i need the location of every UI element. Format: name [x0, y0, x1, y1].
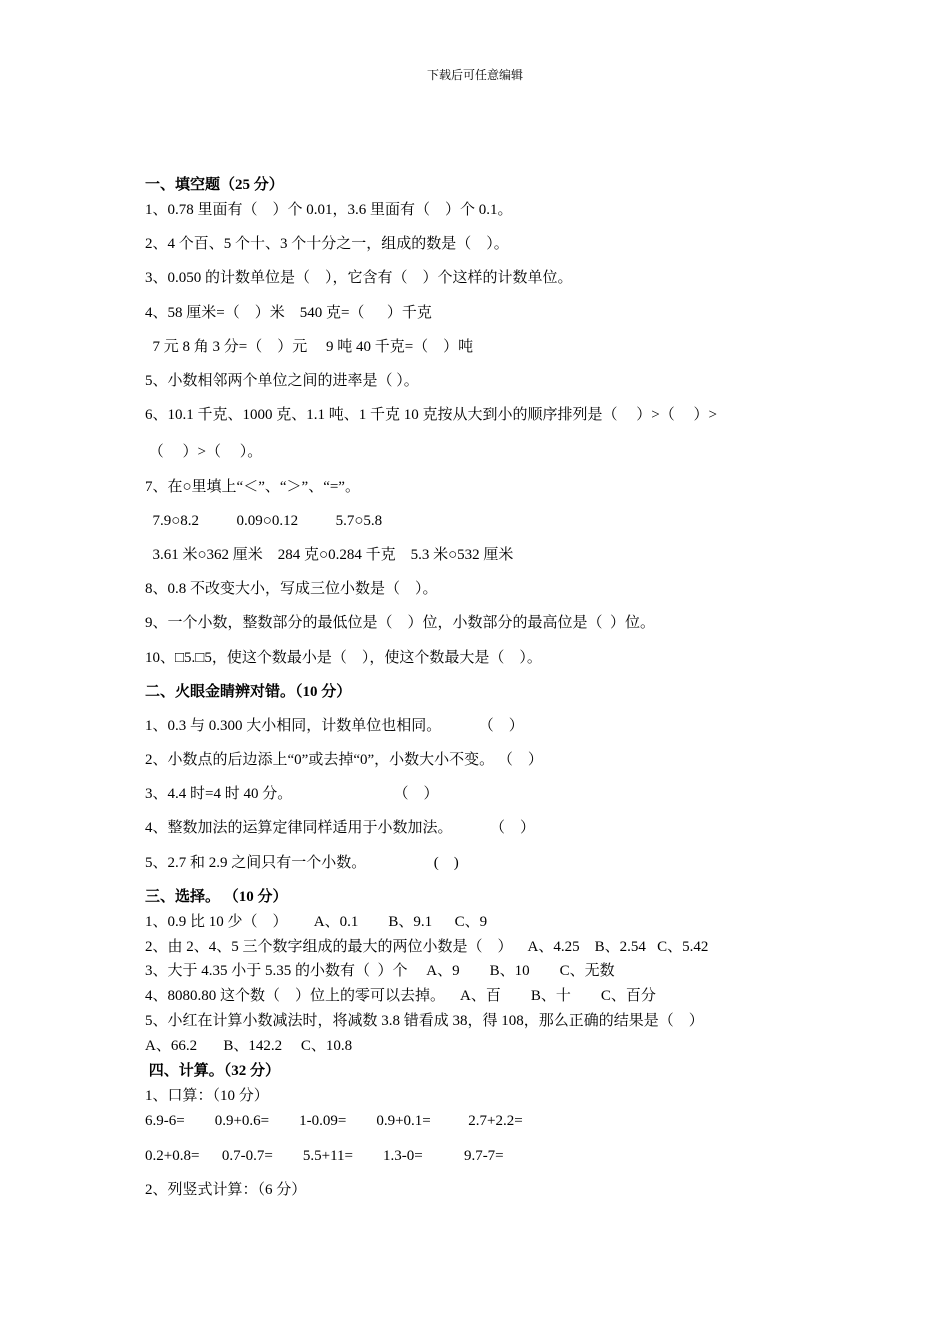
fill-question-9: 9、一个小数，整数部分的最低位是（ ）位，小数部分的最高位是（ ）位。 — [145, 615, 656, 631]
fill-question-5: 5、小数相邻两个单位之间的进率是（ ）。 — [145, 373, 419, 389]
fill-question-4-continued: 7 元 8 角 3 分=（ ）元 9 吨 40 千克=（ ）吨 — [145, 339, 474, 355]
choice-question-5: 5、小红在计算小数减法时，将减数 3.8 错看成 38，得 108，那么正确的结果是（ ） — [145, 1013, 704, 1029]
page-header: 下载后可任意编辑 — [426, 68, 523, 82]
fill-question-8: 8、0.8 不改变大小，写成三位小数是（ ）。 — [145, 581, 438, 597]
judge-question-2: 2、小数点的后边添上“0”或去掉“0”，小数大小不变。 （ ） — [145, 752, 543, 768]
section-3-title: 三、选择。 （10 分） — [145, 889, 288, 905]
calc-vertical-title: 2、列竖式计算：（6 分） — [145, 1182, 307, 1198]
calc-oral-title: 1、口算：（10 分） — [145, 1088, 269, 1104]
fill-question-7-row-2: 3.61 米○362 厘米 284 克○0.284 千克 5.3 米○532 厘米 — [145, 547, 514, 563]
fill-question-1: 1、0.78 里面有（ ）个 0.01，3.6 里面有（ ）个 0.1。 — [145, 202, 513, 218]
judge-question-3: 3、4.4 时=4 时 40 分。 （ ） — [145, 786, 439, 802]
section-4-title: 四、计算。（32 分） — [145, 1063, 281, 1079]
section-2-title: 二、火眼金睛辨对错。（10 分） — [145, 684, 352, 700]
fill-question-4: 4、58 厘米=（ ）米 540 克=（ ）千克 — [145, 305, 432, 321]
choice-question-3: 3、大于 4.35 小于 5.35 的小数有（ ）个 A、9 B、10 C、无数 — [145, 963, 615, 979]
fill-question-10: 10、□5.□5，使这个数最小是（ ），使这个数最大是（ ）。 — [145, 650, 542, 666]
fill-question-2: 2、4 个百、5 个十、3 个十分之一，组成的数是（ ）。 — [145, 236, 509, 252]
fill-question-6-continued: （ ）>（ ）。 — [145, 444, 263, 460]
fill-question-3: 3、0.050 的计数单位是（ ），它含有（ ）个这样的计数单位。 — [145, 270, 573, 286]
choice-question-1: 1、0.9 比 10 少（ ） A、0.1 B、9.1 C、9 — [145, 914, 488, 930]
choice-question-4: 4、8080.80 这个数（ ）位上的零可以去掉。 A、百 B、十 C、百分 — [145, 988, 656, 1004]
judge-question-4: 4、整数加法的运算定律同样适用于小数加法。 （ ） — [145, 820, 536, 836]
calc-oral-row-2: 0.2+0.8= 0.7-0.7= 5.5+11= 1.3-0= 9.7-7= — [145, 1148, 504, 1164]
choice-question-5-options: A、66.2 B、142.2 C、10.8 — [145, 1038, 353, 1054]
choice-question-2: 2、由 2、4、5 三个数字组成的最大的两位小数是（ ） A、4.25 B、2.54 C、5.42 — [145, 939, 709, 955]
fill-question-7-row-1: 7.9○8.2 0.09○0.12 5.7○5.8 — [145, 513, 383, 529]
calc-oral-row-1: 6.9-6= 0.9+0.6= 1-0.09= 0.9+0.1= 2.7+2.2= — [145, 1113, 523, 1129]
fill-question-6: 6、10.1 千克、1000 克、1.1 吨、1 千克 10 克按从大到小的顺序排列是（ ）>（ ）> — [145, 407, 717, 423]
judge-question-5: 5、2.7 和 2.9 之间只有一个小数。 ( ) — [145, 855, 459, 871]
judge-question-1: 1、0.3 与 0.300 大小相同，计数单位也相同。 （ ） — [145, 718, 524, 734]
fill-question-7: 7、在○里填上“＜”、“＞”、“=”。 — [145, 479, 360, 495]
section-1-title: 一、填空题（25 分） — [145, 177, 284, 193]
